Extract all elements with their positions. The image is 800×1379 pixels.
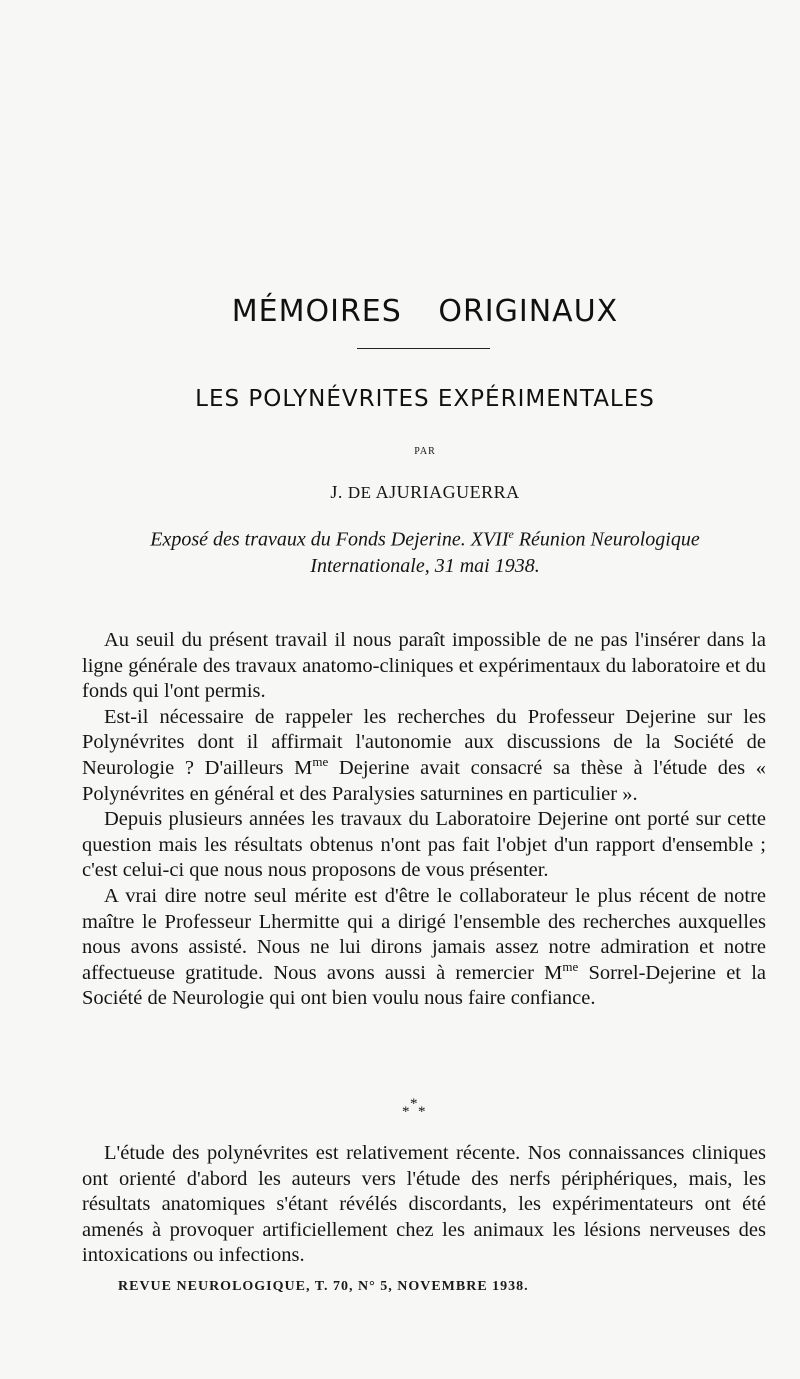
- paragraph-1: Au seuil du présent travail il nous paraît impossible de ne pas l'insérer dans la ligne générale des travaux anatomo-cliniques et expérimentaux du laboratoire et du fonds qui l'ont permis.: [82, 629, 766, 703]
- asterism-star-top: *: [410, 1096, 418, 1112]
- paragraph-3: Depuis plusieurs années les travaux du Laboratoire Dejerine ont porté sur cette question mais les résultats obtenus n'ont pas fait l'objet d'un rapport d'ensemble ; c'est celui-ci que nous nous proposons de vous présenter.: [82, 808, 766, 882]
- asterism-star-left: *: [402, 1104, 410, 1120]
- paragraph-2-a: Est-il nécessaire de rappeler les recherches du Professeur Dejerine sur les Polynévrites dont il affirmait l'autonomie aux discussions de la Société de Neurologie ? D'ailleurs M: [82, 705, 766, 779]
- title-divider: [357, 348, 490, 349]
- author-initial: J.: [330, 482, 343, 502]
- asterism-star-right: *: [418, 1104, 426, 1120]
- subtitle-line1-a: Exposé des travaux du Fonds Dejerine. XVII: [150, 528, 509, 551]
- paragraph-4: [82, 884, 766, 1012]
- paragraph-2: [82, 705, 766, 807]
- author-particle: DE: [347, 483, 372, 502]
- paragraph-4-sup: me: [562, 958, 579, 974]
- paragraph-2-b: Dejerine avait consacré sa thèse à l'étude des « Polynévrites en général et des Paralysies saturnines en particulier ».: [82, 756, 766, 805]
- section-title: MÉMOIRES ORIGINAUX: [231, 294, 619, 329]
- body-text-continued: [82, 1141, 766, 1269]
- article-title: LES POLYNÉVRITES EXPÉRIMENTALES: [195, 386, 655, 412]
- subtitle-line1-sup: e: [508, 527, 514, 541]
- subtitle-line2: Internationale, 31 mai 1938.: [310, 554, 540, 577]
- asterism-divider: [398, 1096, 438, 1126]
- article-subtitle: [100, 521, 750, 579]
- author-name: [0, 482, 800, 503]
- paragraph-4-a: A vrai dire notre seul mérite est d'être le collaborateur le plus récent de notre maître le Professeur Lhermitte qui a dirigé l'ensemble des recherches auxquelles nous avons assisté. Nous ne lui dirons jamais assez notre admiration et notre affectueuse gratitude. Nous avons aussi à remercier M: [82, 884, 766, 984]
- paragraph-5: L'étude des polynévrites est relativement récente. Nos connaissances cliniques ont orienté d'abord les auteurs vers l'étude des nerfs périphériques, mais, les résultats anatomiques s'étant révélés discordants, les expérimentateurs ont été amenés à provoquer artificiellement chez les animaux les lésions nerveuses des intoxications ou infections.: [82, 1142, 766, 1267]
- author-surname: AJURIAGUERRA: [375, 482, 520, 502]
- paragraph-2-sup: me: [312, 754, 329, 770]
- journal-footer: REVUE NEUROLOGIQUE, T. 70, N° 5, NOVEMBRE 1938.: [118, 1279, 529, 1294]
- paragraph-4-b: Sorrel-Dejerine et la Société de Neurologie qui ont bien voulu nous faire confiance.: [82, 961, 767, 1010]
- by-line-par: PAR: [414, 446, 436, 457]
- body-text: [82, 628, 766, 1012]
- subtitle-line1-b: Réunion Neurologique: [513, 528, 700, 551]
